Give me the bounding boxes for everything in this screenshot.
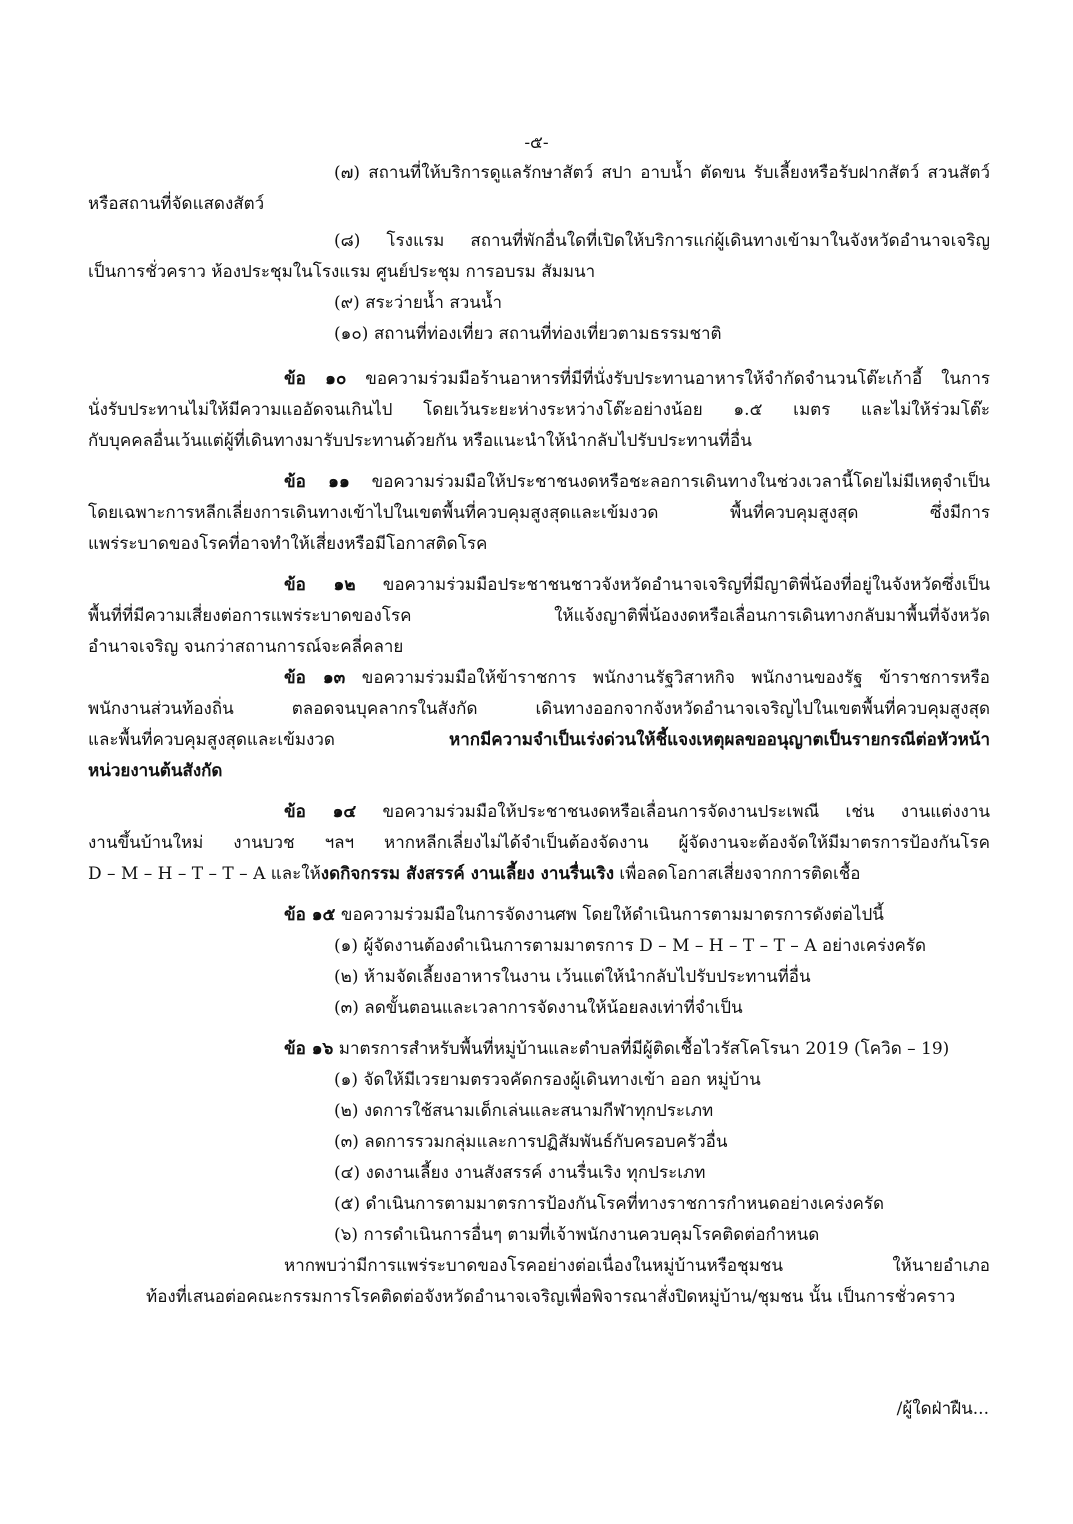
text-line: ขอความร่วมมือประชาชนชาวจังหวัดอำนาจเจริญที่มีญาติพี่น้องที่อยู่ในจังหวัดซึ่งเป็น bbox=[355, 575, 990, 595]
clause-10 bbox=[88, 364, 990, 457]
list-item bbox=[88, 158, 990, 220]
text-line: พนักงานส่วนท้องถิ่น ตลอดจนบุคลากรในสังกัด เดินทางออกจากจังหวัดอำนาจเจริญไปในเขตพื้นที่ควบคุมสูงสุด bbox=[88, 699, 990, 719]
text-line: หากพบว่ามีการแพร่ระบาดของโรคอย่างต่อเนื่องในหมู่บ้านหรือชุมชน ให้นายอำเภอ bbox=[284, 1256, 990, 1276]
clause-label: ข้อ ๑๐ bbox=[284, 369, 347, 389]
continuation-footer: /ผู้ใดฝ่าฝืน... bbox=[896, 1399, 989, 1419]
list-item: (๓) ลดขั้นตอนและเวลาการจัดงานให้น้อยลงเท่าที่จำเป็น bbox=[334, 998, 743, 1018]
list-item: (๑) ผู้จัดงานต้องดำเนินการตามมาตรการ D – M – H – T – T – A อย่างเคร่งครัด bbox=[334, 936, 927, 956]
clause-label: ข้อ ๑๓ bbox=[284, 668, 346, 688]
text-line: เพื่อลดโอกาสเสี่ยงจากการติดเชื้อ bbox=[614, 864, 861, 884]
bold-text: งดกิจกรรม สังสรรค์ งานเลี้ยง งานรื่นเริง bbox=[320, 864, 614, 884]
clause-label: ข้อ ๑๒ bbox=[284, 575, 356, 595]
clause-label: ข้อ ๑๔ bbox=[284, 802, 357, 822]
clause-11 bbox=[88, 467, 990, 560]
clause-16 bbox=[88, 1034, 990, 1313]
bold-text: หากมีความจำเป็นเร่งด่วนให้ชี้แจงเหตุผลขออนุญาตเป็นรายกรณีต่อหัวหน้า bbox=[449, 730, 990, 750]
list-item: (๒) งดการใช้สนามเด็กเล่นและสนามกีฬาทุกประเภท bbox=[334, 1101, 714, 1121]
text-line: ขอความร่วมมือให้ประชาชนงดหรือเลื่อนการจัดงานประเพณี เช่น งานแต่งงาน bbox=[356, 802, 990, 822]
clause-label: ข้อ ๑๑ bbox=[284, 472, 350, 492]
clause-label: ข้อ ๑๕ bbox=[284, 905, 336, 925]
text-line: นั่งรับประทานไม่ให้มีความแออัดจนเกินไป โดยเว้นระยะห่างระหว่างโต๊ะอย่างน้อย ๑.๕ เมตร และไม่ให้ร่วมโต๊ะ bbox=[88, 400, 990, 420]
text-line: งานขึ้นบ้านใหม่ งานบวช ฯลฯ หากหลีกเลี่ยงไม่ได้จำเป็นต้องจัดงาน ผู้จัดงานจะต้องจัดให้มีมาตรการป้องกันโรค bbox=[88, 833, 990, 853]
text-line: อำนาจเจริญ จนกว่าสถานการณ์จะคลี่คลาย bbox=[88, 637, 404, 657]
clause-14 bbox=[88, 797, 990, 890]
list-item: (๓) ลดการรวมกลุ่มและการปฏิสัมพันธ์กับครอบครัวอื่น bbox=[334, 1132, 728, 1152]
clause-12 bbox=[88, 570, 990, 663]
list-item bbox=[88, 319, 990, 350]
text-line: และพื้นที่ควบคุมสูงสุดและเข้มงวด bbox=[88, 730, 450, 750]
list-item: (๔) งดงานเลี้ยง งานสังสรรค์ งานรื่นเริง ทุกประเภท bbox=[334, 1163, 706, 1183]
bold-text: หน่วยงานต้นสังกัด bbox=[88, 761, 223, 781]
text-line: (๗) สถานที่ให้บริการดูแลรักษาสัตว์ สปา อาบน้ำ ตัดขน รับเลี้ยงหรือรับฝากสัตว์ สวนสัตว์ bbox=[334, 163, 990, 183]
list-item bbox=[88, 288, 990, 319]
text-line: โดยเฉพาะการหลีกเลี่ยงการเดินทางเข้าไปในเขตพื้นที่ควบคุมสูงสุดและเข้มงวด พื้นที่ควบคุมสูงสุด ซึ่งมีการ bbox=[88, 503, 990, 523]
text-line: แพร่ระบาดของโรคที่อาจทำให้เสี่ยงหรือมีโอกาสติดโรค bbox=[88, 534, 488, 554]
text-line: ขอความร่วมมือให้ข้าราชการ พนักงานรัฐวิสาหกิจ พนักงานของรัฐ ข้าราชการหรือ bbox=[345, 668, 990, 688]
text-line: มาตรการสำหรับพื้นที่หมู่บ้านและตำบลที่มีผู้ติดเชื้อไวรัสโคโรนา 2019 (โควิด – 19) bbox=[333, 1039, 950, 1059]
text-line: D – M – H – T – T – A และให้ bbox=[88, 864, 321, 884]
text-line: (๑๐) สถานที่ท่องเที่ยว สถานที่ท่องเที่ยวตามธรรมชาติ bbox=[334, 324, 722, 344]
list-item bbox=[88, 226, 990, 288]
text-line: เป็นการชั่วคราว ห้องประชุมในโรงแรม ศูนย์ประชุม การอบรม สัมมนา bbox=[88, 262, 596, 282]
text-line: (๙) สระว่ายน้ำ สวนน้ำ bbox=[334, 293, 503, 313]
text-line: ขอความร่วมมือให้ประชาชนงดหรือชะลอการเดินทางในช่วงเวลานี้โดยไม่มีเหตุจำเป็น bbox=[349, 472, 990, 492]
list-item: (๕) ดำเนินการตามมาตรการป้องกันโรคที่ทางราชการกำหนดอย่างเคร่งครัด bbox=[334, 1194, 885, 1214]
clause-label: ข้อ ๑๖ bbox=[284, 1039, 334, 1059]
text-line: ขอความร่วมมือในการจัดงานศพ โดยให้ดำเนินการตามมาตรการดังต่อไปนี้ bbox=[335, 905, 884, 925]
text-line: กับบุคคลอื่นเว้นแต่ผู้ที่เดินทางมารับประทานด้วยกัน หรือแนะนำให้นำกลับไปรับประทานที่อื่น bbox=[88, 431, 752, 451]
text-line: (๘) โรงแรม สถานที่พักอื่นใดที่เปิดให้บริการแก่ผู้เดินทางเข้ามาในจังหวัดอำนาจเจริญ bbox=[334, 231, 990, 251]
text-line: หรือสถานที่จัดแสดงสัตว์ bbox=[88, 194, 265, 214]
list-item: (๑) จัดให้มีเวรยามตรวจคัดกรองผู้เดินทางเข้า ออก หมู่บ้าน bbox=[334, 1070, 761, 1090]
list-item: (๒) ห้ามจัดเลี้ยงอาหารในงาน เว้นแต่ให้นำกลับไปรับประทานที่อื่น bbox=[334, 967, 811, 987]
list-item: (๖) การดำเนินการอื่นๆ ตามที่เจ้าพนักงานควบคุมโรคติดต่อกำหนด bbox=[334, 1225, 820, 1245]
text-line: พื้นที่ที่มีความเสี่ยงต่อการแพร่ระบาดของโรค ให้แจ้งญาติพี่น้องงดหรือเลื่อนการเดินทางกลับมาพื้นที่จังหวัด bbox=[88, 606, 990, 626]
clause-13 bbox=[88, 663, 990, 787]
clause-15 bbox=[88, 900, 990, 1024]
page-number: -๕- bbox=[524, 133, 549, 153]
text-line: ขอความร่วมมือร้านอาหารที่มีที่นั่งรับประทานอาหารให้จำกัดจำนวนโต๊ะเก้าอี้ ในการ bbox=[346, 369, 990, 389]
document-body bbox=[88, 158, 990, 1313]
text-line: ท้องที่เสนอต่อคณะกรรมการโรคติดต่อจังหวัดอำนาจเจริญเพื่อพิจารณาสั่งปิดหมู่บ้าน/ชุมชน นั้น เป็นการชั่วคราว bbox=[146, 1287, 956, 1307]
